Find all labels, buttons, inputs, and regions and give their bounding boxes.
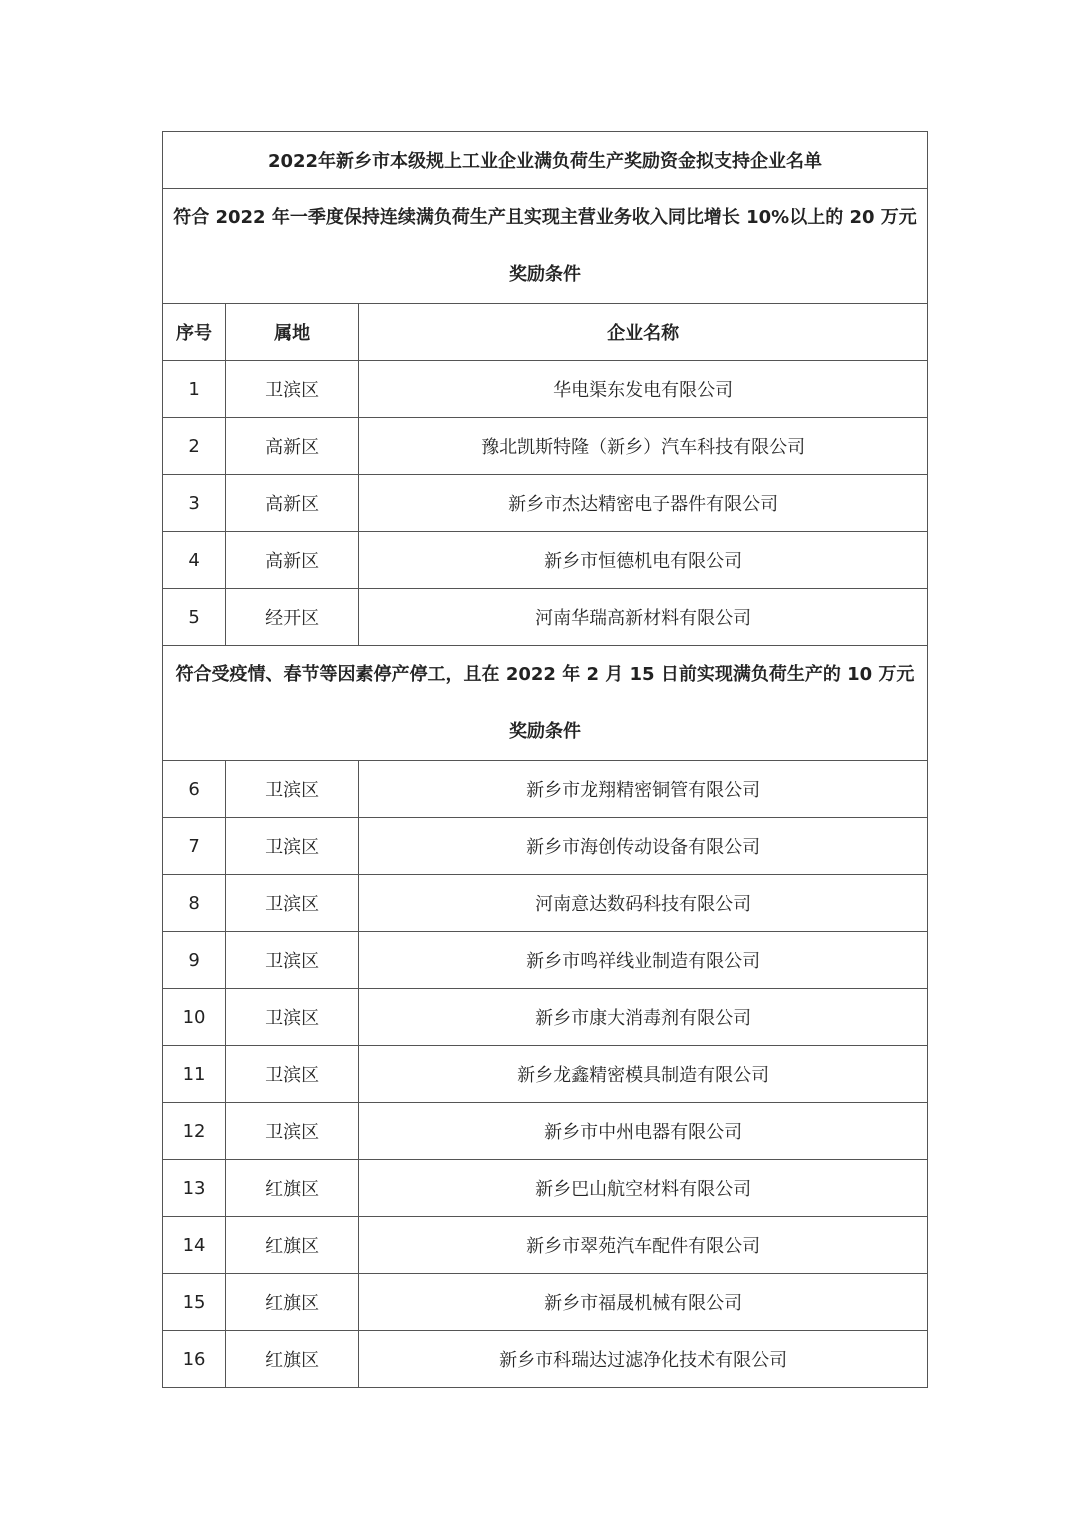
row-no: 11: [163, 1046, 226, 1103]
table-body: [163, 132, 928, 1388]
table-row: [163, 532, 928, 589]
row-area: 红旗区: [226, 1217, 359, 1274]
row-area: 卫滨区: [226, 1046, 359, 1103]
table-row: [163, 1160, 928, 1217]
row-company: 新乡市龙翔精密铜管有限公司: [359, 761, 928, 818]
row-no: 9: [163, 932, 226, 989]
table-row: [163, 1103, 928, 1160]
row-no: 5: [163, 589, 226, 646]
row-company: 新乡市翠苑汽车配件有限公司: [359, 1217, 928, 1274]
table-row: [163, 1331, 928, 1388]
row-company: 新乡市恒德机电有限公司: [359, 532, 928, 589]
row-company: 河南意达数码科技有限公司: [359, 875, 928, 932]
table-row: [163, 818, 928, 875]
table-row: [163, 418, 928, 475]
row-company: 新乡市福晟机械有限公司: [359, 1274, 928, 1331]
row-no: 1: [163, 361, 226, 418]
row-no: 13: [163, 1160, 226, 1217]
title-row: [163, 132, 928, 189]
row-area: 卫滨区: [226, 361, 359, 418]
row-area: 高新区: [226, 532, 359, 589]
table-row: [163, 875, 928, 932]
row-company: 新乡市科瑞达过滤净化技术有限公司: [359, 1331, 928, 1388]
table-row: [163, 932, 928, 989]
row-no: 6: [163, 761, 226, 818]
row-company: 华电渠东发电有限公司: [359, 361, 928, 418]
row-company: 河南华瑞高新材料有限公司: [359, 589, 928, 646]
table-row: [163, 1217, 928, 1274]
row-no: 3: [163, 475, 226, 532]
table-row: [163, 475, 928, 532]
header-row: [163, 304, 928, 361]
header-area: 属地: [226, 304, 359, 361]
table-row: [163, 1274, 928, 1331]
row-company: 豫北凯斯特隆（新乡）汽车科技有限公司: [359, 418, 928, 475]
company-list-table: [162, 131, 928, 1388]
section-heading: 符合受疫情、春节等因素停产停工，且在 2022 年 2 月 15 日前实现满负荷生产的 10 万元奖励条件: [163, 646, 928, 761]
table-row: [163, 761, 928, 818]
row-area: 卫滨区: [226, 818, 359, 875]
row-area: 卫滨区: [226, 1103, 359, 1160]
row-company: 新乡市杰达精密电子器件有限公司: [359, 475, 928, 532]
row-area: 经开区: [226, 589, 359, 646]
table-row: [163, 1046, 928, 1103]
section-heading-row: [163, 189, 928, 304]
row-no: 15: [163, 1274, 226, 1331]
row-area: 红旗区: [226, 1160, 359, 1217]
row-no: 4: [163, 532, 226, 589]
row-company: 新乡龙鑫精密模具制造有限公司: [359, 1046, 928, 1103]
row-company: 新乡市鸣祥线业制造有限公司: [359, 932, 928, 989]
row-no: 10: [163, 989, 226, 1046]
row-no: 14: [163, 1217, 226, 1274]
row-company: 新乡市海创传动设备有限公司: [359, 818, 928, 875]
table-row: [163, 989, 928, 1046]
section-heading: 符合 2022 年一季度保持连续满负荷生产且实现主营业务收入同比增长 10%以上的 20 万元奖励条件: [163, 189, 928, 304]
row-no: 16: [163, 1331, 226, 1388]
row-area: 高新区: [226, 418, 359, 475]
row-area: 红旗区: [226, 1274, 359, 1331]
row-no: 2: [163, 418, 226, 475]
row-area: 红旗区: [226, 1331, 359, 1388]
row-no: 7: [163, 818, 226, 875]
table-row: [163, 589, 928, 646]
row-company: 新乡市康大消毒剂有限公司: [359, 989, 928, 1046]
table-row: [163, 361, 928, 418]
row-area: 卫滨区: [226, 989, 359, 1046]
table-title: 2022年新乡市本级规上工业企业满负荷生产奖励资金拟支持企业名单: [163, 132, 928, 189]
row-area: 卫滨区: [226, 932, 359, 989]
row-company: 新乡市中州电器有限公司: [359, 1103, 928, 1160]
section-heading-row: [163, 646, 928, 761]
row-area: 卫滨区: [226, 761, 359, 818]
row-no: 12: [163, 1103, 226, 1160]
header-company: 企业名称: [359, 304, 928, 361]
row-area: 卫滨区: [226, 875, 359, 932]
header-no: 序号: [163, 304, 226, 361]
row-company: 新乡巴山航空材料有限公司: [359, 1160, 928, 1217]
row-no: 8: [163, 875, 226, 932]
row-area: 高新区: [226, 475, 359, 532]
